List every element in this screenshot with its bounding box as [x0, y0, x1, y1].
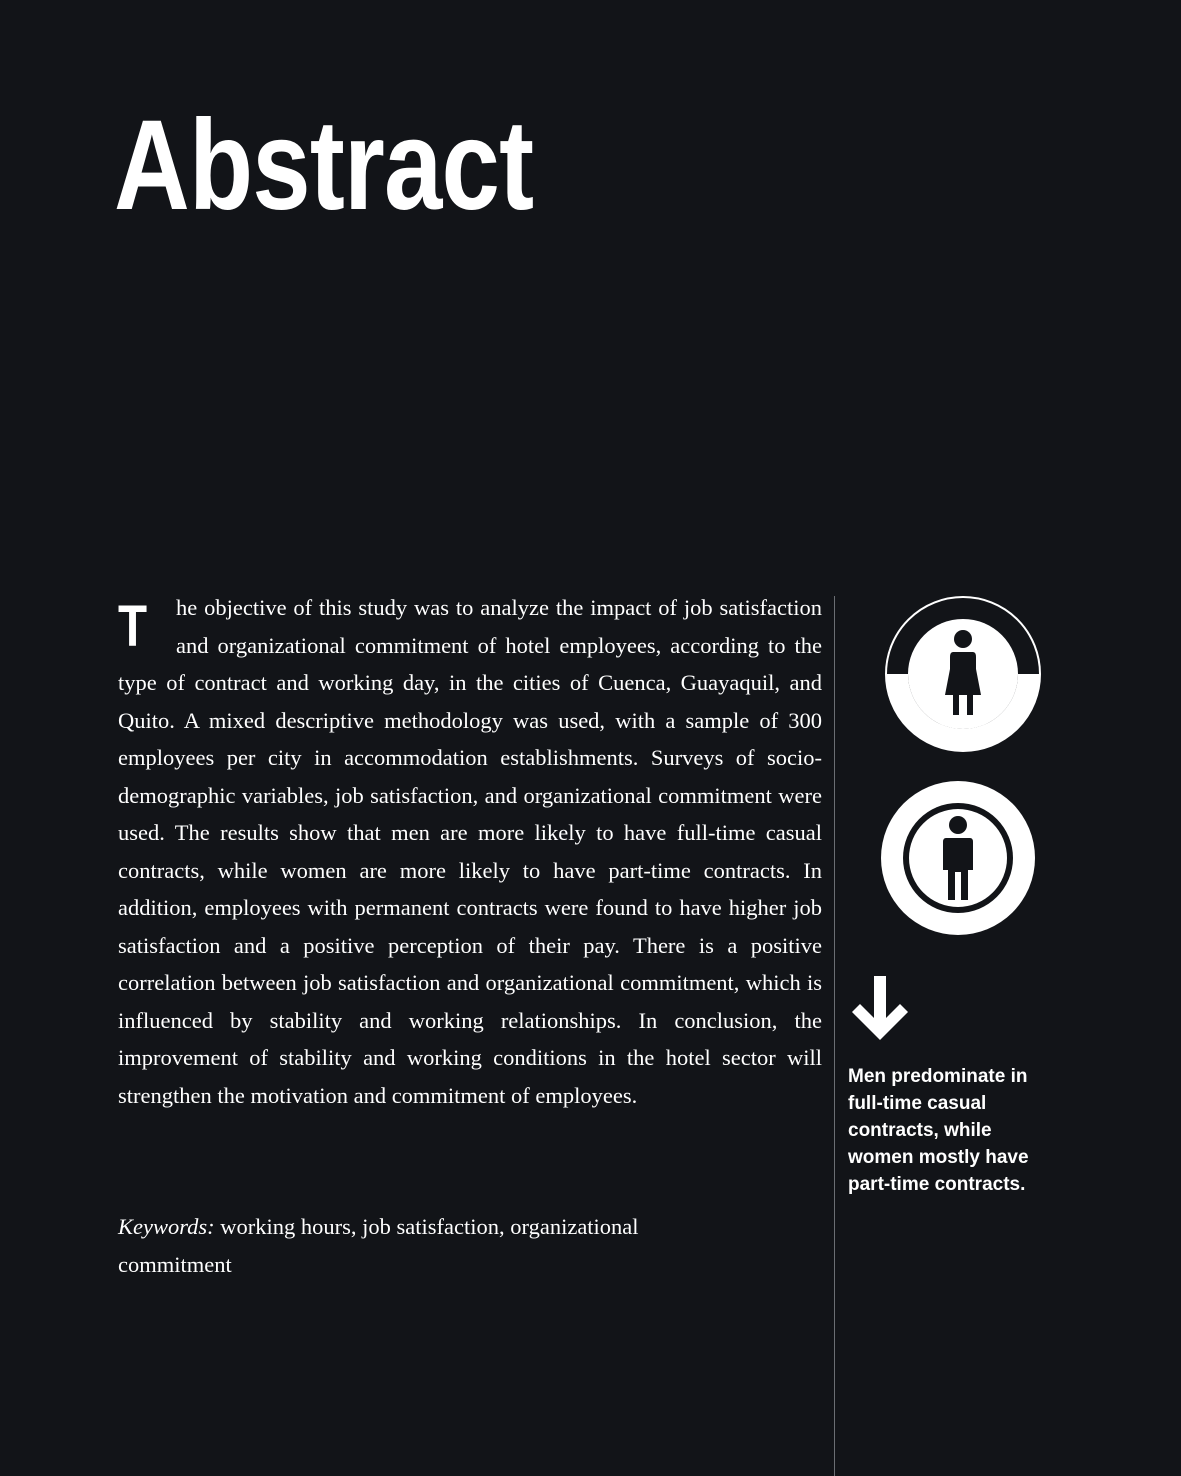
keywords [118, 1208, 738, 1283]
abstract-body [118, 589, 822, 1114]
side-note: Men predominate in full-time casual contracts, while women mostly have part-time contracts. [848, 1066, 1029, 1195]
column-divider [834, 596, 835, 1476]
abstract-text: he objective of this study was to analyze the impact of job satisfaction and organizational commitment of hotel employees, according to the type of contract and working day, in the cities of Cuenca, Guayaquil, and Quito. A mixed descriptive methodology was used, with a sample of 300 employees per city in accommodation establishments. Surveys of socio-demographic variables, job satisfaction, and organizational commitment were used. The results show that men are more likely to have full-time casual contracts, while women are more likely to have part-time contracts. In addition, employees with permanent contracts were found to have higher job satisfaction and a positive perception of their pay. There is a positive correlation between job satisfaction and organizational commitment, which is influenced by stability and working relationships. In conclusion, the improvement of stability and working conditions in the hotel sector will strengthen the motivation and commitment of employees. [118, 595, 822, 1108]
male-person-icon [880, 780, 1038, 938]
keywords-label: Keywords: [118, 1214, 215, 1239]
page-title: Abstract [114, 94, 534, 237]
keywords-value: working hours, job satisfaction, organizational commitment [118, 1214, 639, 1277]
drop-cap: T [118, 594, 148, 659]
female-person-icon [884, 595, 1042, 753]
arrow-down-icon [848, 976, 914, 1048]
